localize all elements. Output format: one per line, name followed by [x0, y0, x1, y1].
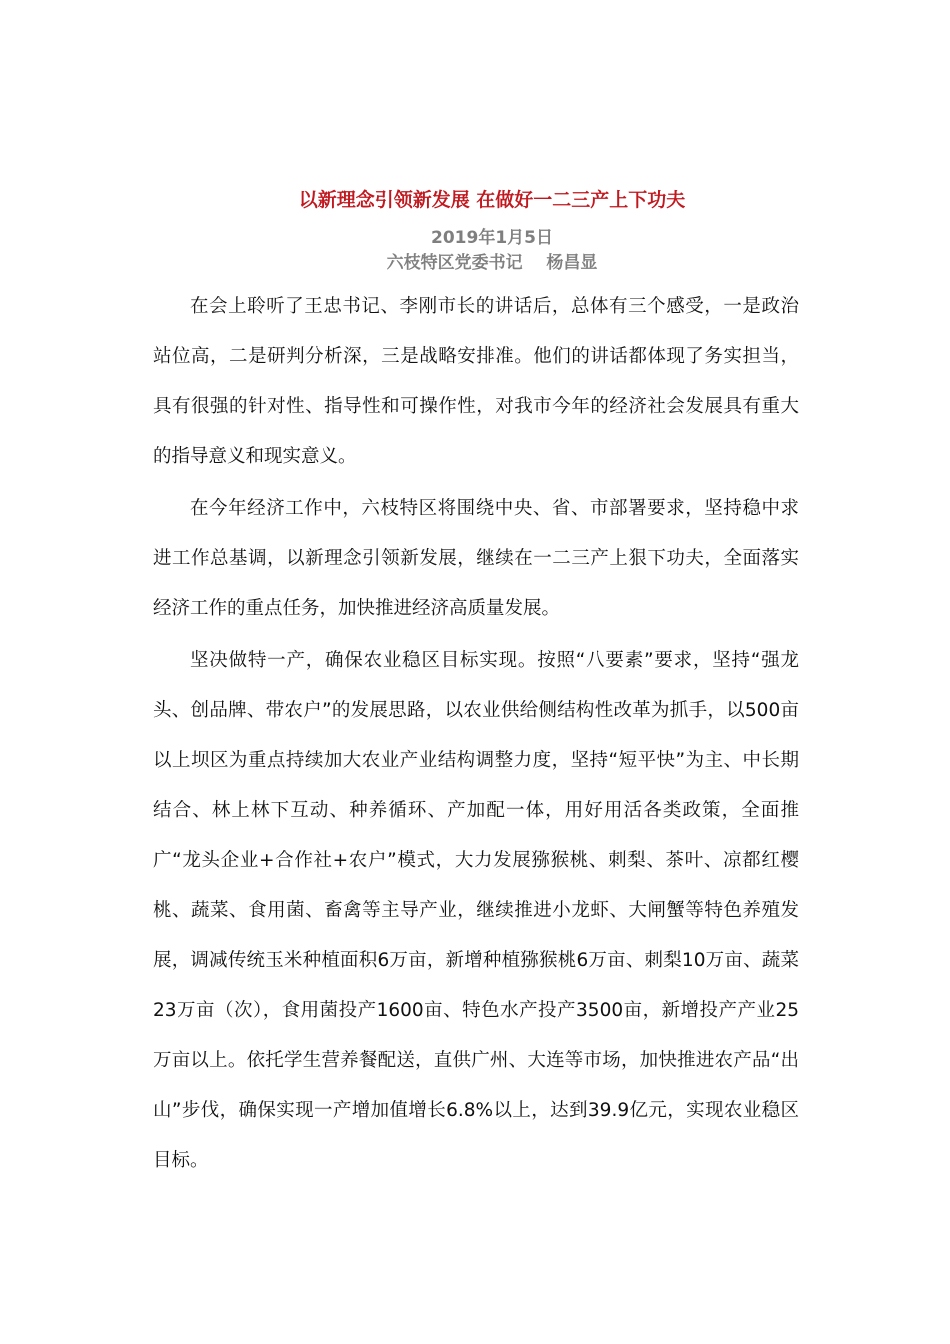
document-body	[153, 282, 799, 1188]
document-date: 2019年1月5日	[431, 228, 553, 248]
paragraph: 在今年经济工作中，六枝特区将围绕中央、省、市部署要求，坚持稳中求进工作总基调，以新理念引领新发展，继续在一二三产上狠下功夫，全面落实经济工作的重点任务，加快推进经济高质量发展。	[153, 498, 799, 619]
document-title: 以新理念引领新发展 在做好一二三产上下功夫	[298, 189, 686, 211]
paragraph: 在会上聆听了王忠书记、李刚市长的讲话后，总体有三个感受，一是政治站位高，二是研判分析深，三是战略安排准。他们的讲话都体现了务实担当，具有很强的针对性、指导性和可操作性，对我市今年的经济社会发展具有重大的指导意义和现实意义。	[153, 296, 799, 467]
paragraph: 坚决做特一产，确保农业稳区目标实现。按照“八要素”要求，坚持“强龙头、创品牌、带农户”的发展思路，以农业供给侧结构性改革为抓手，以500亩以上坝区为重点持续加大农业产业结构调整力度，坚持“短平快”为主、中长期结合、林上林下互动、种养循环、产加配一体，用好用活各类政策，全面推广“龙头企业+合作社+农户”模式，大力发展猕猴桃、刺梨、茶叶、凉都红樱桃、蔬菜、食用菌、畜禽等主导产业，继续推进小龙虾、大闸蟹等特色养殖发展，调减传统玉米种植面积6万亩，新增种植猕猴桃6万亩、刺梨10万亩、蔬菜23万亩（次），食用菌投产1600亩、特色水产投产3500亩，新增投产产业25万亩以上。依托学生营养餐配送，直供广州、大连等市场，加快推进农产品“出山”步伐，确保实现一产增加值增长6.8%以上，达到39.9亿元，实现农业稳区目标。	[153, 650, 799, 1171]
document-author: 六枝特区党委书记 杨昌显	[386, 253, 598, 273]
